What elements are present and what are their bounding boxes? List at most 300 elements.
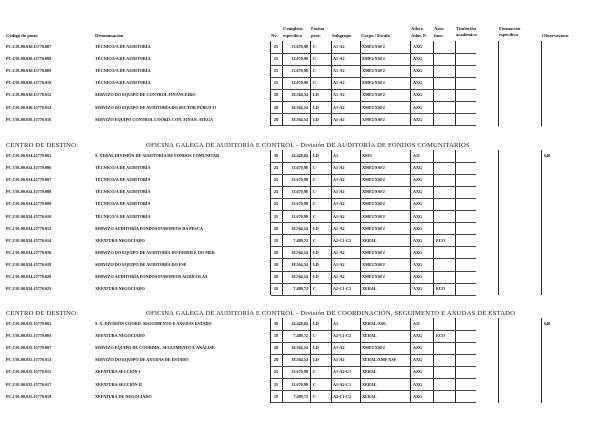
cell-nv: 28 [273,116,279,122]
cell-forma: LD [313,261,319,267]
cell-nv: 28 [273,249,279,255]
cell-code: PC.C01.00.030.15770.012 [6,92,52,98]
cell-observacions [542,235,602,246]
cell-complemento: 13.670,98 [291,177,308,183]
cell-forma: C [313,165,317,171]
cell-forma: C [313,68,317,74]
table-row [6,318,609,329]
cell-nv: 25 [273,381,279,387]
cell-forma: C [313,44,317,49]
cell-code: PC.C01.00.030.15770.014 [6,104,52,110]
cell-area: ECO [436,286,446,292]
cell-forma: C [313,189,317,195]
cell-code: PC.C01.00.035.15770.007 [6,345,52,351]
cell-denominacion: TÉCNICO/A DE AUDITORÍA [95,44,151,49]
cell-nv: 25 [273,165,279,171]
cell-forma: C [313,393,317,399]
cell-nv: 25 [273,177,279,183]
cell-titulacion [456,150,498,161]
cell-corpo: XMF2/XSF2 [362,165,385,171]
cell-forma: LD [313,92,319,98]
cell-corpo: XMF2/XSF2 [362,177,385,183]
cell-denominacion: XEFATURA DE NEGOCIADO [95,393,152,399]
cell-corpo: XMF2/XSF2 [362,116,385,122]
cell-complemento: 13.670,98 [291,56,308,62]
cell-denominacion: XEFATURA NEGOCIADO [95,333,145,339]
cell-subgrupo: A1-A2-C1 [333,381,352,387]
cell-formacion [499,391,541,402]
cell-formacion [499,53,541,64]
cell-observacions [542,65,602,76]
cell-observacions [542,330,602,341]
cell-titulacion [456,247,498,258]
cell-titulacion [456,330,498,341]
cell-code: PC.C01.00.034.15770.008 [6,189,52,195]
cell-subgrupo: A1-A2 [333,116,345,122]
cell-corpo: XMF2/XSF2 [362,345,385,351]
cell-nv: 28 [273,261,279,267]
cell-area [434,198,455,209]
cell-forma: LD [313,225,319,231]
cell-denominacion: XEFATURA SECCIÓN II [95,381,142,387]
cell-observacions [542,198,602,209]
cell-observacions [542,211,602,222]
cell-area [434,114,455,125]
cell-adscricion: AXG [413,68,423,74]
cell-forma: C [313,286,317,292]
header-area-1: Área [434,26,444,31]
cell-adscricion: AXG [413,44,423,49]
cell-code: PC.C01.00.034.15770.007 [6,177,52,183]
cell-nv: 30 [273,153,279,158]
cell-code: PC.C01.00.035.15770.015 [6,369,52,375]
cell-titulacion [456,162,498,173]
cell-subgrupo: A1-A2 [333,225,345,231]
cell-denominacion: SERVIZO AUDITORÍA FONDOS EUROPEOS DA PESCA [95,225,203,231]
cell-nv: 18 [273,393,279,399]
cell-corpo: XERAL/XMF/XSF [362,357,397,363]
table-row [6,162,609,173]
cell-observacions [542,174,602,185]
cell-titulacion [456,102,498,113]
cell-complemento: 18.564,54 [291,274,308,279]
cell-observacions [542,342,602,353]
center-label: CENTRO DE DESTINO: [6,310,79,317]
row-rule [271,402,476,403]
cell-area [434,247,455,258]
cell-complemento: 13.670,98 [291,201,308,207]
cell-area [434,102,455,113]
cell-denominacion: TÉCNICO/A DE AUDITORÍA [95,165,151,171]
cell-observacions [542,259,602,270]
cell-subgrupo: A2-C1-C2 [333,237,352,243]
cell-complemento: 7.489,72 [293,333,308,339]
cell-corpo: XERAL [362,369,377,375]
cell-area [434,211,455,222]
cell-nv: 25 [273,213,279,219]
cell-code: PC.C01.00.034.15770.001 [6,153,52,158]
cell-observacions [542,366,602,377]
cell-complemento: 18.564,54 [291,225,308,231]
cell-area: ECO [436,333,446,339]
cell-subgrupo: A1-A2 [333,261,345,267]
cell-code: PC.C01.00.030.15770.010 [6,80,52,86]
table-row [6,114,609,125]
cell-denominacion: S. XERAL DIVISIÓN DE AUDITORÍA DE FONDOS COMUNITAR [95,153,220,158]
cell-code: PC.C01.00.035.15770.019 [6,393,52,399]
cell-adscricion: AXG [413,225,423,231]
cell-nv: 28 [273,104,279,110]
cell-complemento: 13.670,98 [291,165,308,171]
cell-formacion [499,198,541,209]
cell-adscricion: AXG [413,104,423,110]
cell-titulacion [456,391,498,402]
cell-denominacion: SERVIZO DO EQUIPO DE AXUDAS DE ESTADO [95,357,189,363]
cell-complemento: 13.670,98 [291,80,308,86]
cell-subgrupo: A1-A2 [333,104,345,110]
cell-adscricion: AXG [413,201,423,207]
cell-observacions [542,114,602,125]
cell-complemento: 7.489,72 [293,393,308,399]
cell-observacions [542,271,602,282]
cell-area [434,342,455,353]
cell-code: PC.C01.00.035.15770.001 [6,321,52,326]
cell-adscricion: AXG [413,333,423,339]
cell-observacions [542,247,602,258]
cell-code: PC.C01.00.034.15770.009 [6,201,52,207]
cell-titulacion [456,366,498,377]
table-row [6,283,609,294]
cell-observacions [542,53,602,64]
cell-nv: 18 [273,333,279,339]
table-row [6,379,609,390]
header-adscr-2: Adm. P. [411,33,427,38]
cell-subgrupo: A1-A2 [333,345,345,351]
cell-subgrupo: A1-A2 [333,165,345,171]
cell-adscricion: AXG [413,80,423,86]
cell-forma: LD [313,357,319,363]
cell-area [434,186,455,197]
cell-adscricion: AXG [413,189,423,195]
cell-adscricion: AXG [413,286,423,292]
cell-formacion [499,150,541,161]
cell-area [434,174,455,185]
cell-denominacion: SERVIZO DO EQUIPO DE AUDITORÍA DO SECTOR PÚBLICO [95,104,217,110]
table-row [6,354,609,365]
cell-forma: LD [313,116,319,122]
cell-formacion [499,247,541,258]
cell-subgrupo: A1-A2 [333,357,345,363]
table-row [6,89,609,100]
table-row [6,366,609,377]
cell-complemento: 24.428,04 [291,153,308,158]
cell-observacions [542,77,602,88]
cell-code: PC.C01.00.035.15770.013 [6,357,52,363]
cell-code: PC.C01.00.034.15770.014 [6,237,52,243]
cell-denominacion: TÉCNICO/A DE AUDITORÍA [95,80,151,86]
header-corpo: Corpo / Escala [361,33,390,38]
cell-complemento: 18.564,54 [291,345,308,351]
cell-observacions [542,89,602,100]
table-row [6,150,609,161]
cell-nv: 28 [273,225,279,231]
cell-formacion [499,89,541,100]
cell-complemento: 18.564,54 [291,357,308,363]
header-observacions: Observacions [542,33,569,38]
header-codigo: Código do posto [6,33,38,38]
cell-area [434,379,455,390]
cell-adscricion: AXG [413,116,423,122]
cell-forma: LD [313,345,319,351]
cell-formacion [499,330,541,341]
cell-complemento: 13.670,98 [291,213,308,219]
cell-adscricion: AXG [413,393,423,399]
cell-subgrupo: A1-A2 [333,92,345,98]
cell-complemento: 13.670,98 [291,369,308,375]
cell-forma: C [313,369,317,375]
cell-nv: 28 [273,357,279,363]
cell-corpo: XERAL/XSE [362,321,386,326]
cell-formacion [499,271,541,282]
cell-nv: 30 [273,321,279,326]
cell-observacions [542,379,602,390]
header-subgrupo: Subgrupo [332,33,352,38]
cell-observacions [542,162,602,173]
center-name: OFICINA GALEGA DE AUDITORÍA E CONTROL - División DE COORDINACIÓN, SEGUIMENTO E AXUDAS DE ESTADO [146,310,516,317]
cell-nv: 25 [273,189,279,195]
cell-corpo: XERAL [362,381,377,387]
table-row [6,174,609,185]
cell-area [434,41,455,52]
cell-complemento: 7.489,72 [293,237,308,243]
cell-adscricion: AXG [413,274,423,279]
cell-corpo: XMF2/XSF2 [362,44,385,49]
table-row [6,65,609,76]
cell-observacions [542,354,602,365]
cell-forma: C [313,237,317,243]
cell-corpo: XSF1 [362,153,373,158]
cell-subgrupo: A1-A2 [333,56,345,62]
header-forma-1: Forma [311,26,325,31]
cell-titulacion [456,235,498,246]
cell-formacion [499,354,541,365]
cell-titulacion [456,198,498,209]
cell-area [434,150,455,161]
cell-denominacion: XEFATURA SECCIÓN I [95,369,141,375]
cell-area [434,65,455,76]
cell-adscricion: AXG [413,92,423,98]
cell-adscricion: A11 [413,153,420,158]
cell-corpo: XERAL [362,393,377,399]
header-nv: Nv. [271,33,278,38]
cell-corpo: XMF2/XSF2 [362,56,385,62]
cell-titulacion [456,223,498,234]
cell-formacion [499,65,541,76]
cell-denominacion: TÉCNICO/A DE AUDITORÍA [95,68,151,74]
cell-corpo: XMF2/XSF2 [362,225,385,231]
cell-denominacion: SERVIZO DO EQUIPO DE CONTROL FINANCEIRO [95,92,196,98]
cell-subgrupo: A1-A2 [333,274,345,279]
cell-complemento: 18.564,54 [291,116,308,122]
cell-code: PC.C01.00.035.15770.005 [6,333,52,339]
table-row [6,77,609,88]
cell-titulacion [456,283,498,294]
cell-denominacion: SERVIZO DO EQUIPO DE AUDITORÍA DO FEDER E DO MER [95,249,215,255]
cell-denominacion: SERVIZO EQUIPO CONTROL COORD. CON. FINAN. ATEGA [95,116,214,122]
cell-corpo: XMF2/XSF2 [362,201,385,207]
table-row [6,391,609,402]
cell-formacion [499,102,541,113]
cell-titulacion [456,342,498,353]
cell-area [434,77,455,88]
cell-complemento: 18.564,54 [291,92,308,98]
table-row [6,186,609,197]
cell-area [434,366,455,377]
cell-nv: 25 [273,44,279,49]
table-row [6,198,609,209]
cell-complemento: 13.670,98 [291,189,308,195]
cell-area [434,391,455,402]
cell-complemento: 13.670,98 [291,68,308,74]
table-row [6,271,609,282]
cell-adscricion: AXG [413,56,423,62]
cell-complemento: 18.564,54 [291,261,308,267]
cell-titulacion [456,271,498,282]
cell-corpo: XMF2/XSF2 [362,249,385,255]
cell-complemento: 18.564,54 [291,249,308,255]
cell-titulacion [456,53,498,64]
cell-observacions [542,283,602,294]
cell-subgrupo: A1-A2 [333,201,345,207]
cell-denominacion: TÉCNICO/A DE AUDITORÍA [95,201,151,207]
cell-forma: C [313,177,317,183]
cell-denominacion: SERVIZO EQUIPO DE COORDIN., SEGUIMENTO E ANÁLISE [95,345,215,351]
cell-titulacion [456,259,498,270]
cell-forma: LD [313,249,319,255]
row-rule [271,295,476,296]
cell-adscricion: AXG [413,345,423,351]
cell-nv: 25 [273,56,279,62]
cell-denominacion: TÉCNICO/A DE AUDITORÍA [95,189,151,195]
cell-subgrupo: A1-A2 [333,177,345,183]
cell-formacion [499,318,541,329]
cell-formacion [499,379,541,390]
header-denominacion: Denominación [95,33,124,38]
cell-subgrupo: A2-C1-C2 [333,286,352,292]
cell-code: PC.C01.00.034.15770.025 [6,286,52,292]
cell-nv: 28 [273,274,279,279]
cell-corpo: XMF2/XSF2 [362,189,385,195]
cell-code: PC.C01.00.034.15770.012 [6,225,52,231]
cell-forma: C [313,56,317,62]
cell-corpo: XMF2/XSF2 [362,68,385,74]
cell-code: PC.C01.00.034.15770.018 [6,261,52,267]
cell-formacion [499,342,541,353]
cell-corpo: XERAL [362,286,377,292]
cell-code: PC.C01.00.035.15770.017 [6,381,52,387]
cell-area [434,89,455,100]
cell-adscricion: AXG [413,165,423,171]
cell-nv: 28 [273,345,279,351]
cell-complemento: 13.670,98 [291,44,308,49]
cell-titulacion [456,379,498,390]
cell-adscricion: AXG [413,237,423,243]
table-row [6,247,609,258]
cell-subgrupo: A1-A2-C1 [333,369,352,375]
cell-adscricion: AXG [413,369,423,375]
cell-observacions: 640 [544,153,551,158]
cell-adscricion: A11 [413,321,420,326]
cell-corpo: XMF2/XSF2 [362,92,385,98]
table-row [6,342,609,353]
cell-formacion [499,235,541,246]
cell-corpo: XMF2/XSF2 [362,213,385,219]
cell-adscricion: AXG [413,381,423,387]
table-row [6,223,609,234]
cell-forma: C [313,381,317,387]
cell-area [434,354,455,365]
cell-nv: 25 [273,80,279,86]
cell-forma: C [313,201,317,207]
table-row [6,53,609,64]
cell-denominacion: TÉCNICO/A DE AUDITORÍA [95,177,151,183]
cell-denominacion: SERVIZO AUDITORÍA FONDOS EUROPEOS AGRÍCOLAS [95,274,208,279]
cell-forma: LD [313,321,319,326]
cell-formacion [499,259,541,270]
cell-subgrupo: A2-C1-C2 [333,333,352,339]
cell-titulacion [456,65,498,76]
cell-complemento: 24.428,04 [291,321,308,326]
cell-area [434,259,455,270]
center-label: CENTRO DE DESTINO: [6,142,79,149]
cell-area: ECO [436,237,446,243]
cell-nv: 25 [273,201,279,207]
cell-code: PC.C01.00.034.15770.016 [6,249,52,255]
cell-formacion [499,114,541,125]
cell-subgrupo: A2-C1-C2 [333,393,352,399]
cell-titulacion [456,186,498,197]
cell-formacion [499,174,541,185]
cell-forma: LD [313,153,319,158]
cell-area [434,223,455,234]
header-adscr-1: Adscr. [411,26,424,31]
cell-corpo: XERAL [362,333,377,339]
cell-nv: 18 [273,286,279,292]
cell-code: PC.C01.00.030.15770.007 [6,44,52,49]
cell-titulacion [456,77,498,88]
cell-nv: 28 [273,92,279,98]
cell-subgrupo: A1 [333,153,339,158]
center-name: OFICINA GALEGA DE AUDITORÍA E CONTROL - División DE AUDITORÍA DE FONDOS COMUNITARIOS [146,142,470,149]
table-row [6,211,609,222]
cell-area [434,162,455,173]
cell-code: PC.C01.00.034.15770.010 [6,213,52,219]
cell-titulacion [456,318,498,329]
cell-denominacion: XEFATURA NEGOCIADO [95,237,145,243]
cell-subgrupo: A1-A2 [333,189,345,195]
cell-subgrupo: A1-A2 [333,213,345,219]
cell-adscricion: AXG [413,357,423,363]
cell-complemento: 7.489,72 [293,286,308,292]
cell-titulacion [456,41,498,52]
cell-titulacion [456,211,498,222]
cell-denominacion: S. X. DIVISIÓN COORD. SEGUIMENTO E AXUDAS ESTADO [95,321,212,326]
cell-corpo: XERAL [362,237,377,243]
cell-observacions: 640 [544,321,551,326]
cell-forma: C [313,80,317,86]
cell-formacion [499,366,541,377]
cell-code: PC.C01.00.030.15770.009 [6,68,52,74]
